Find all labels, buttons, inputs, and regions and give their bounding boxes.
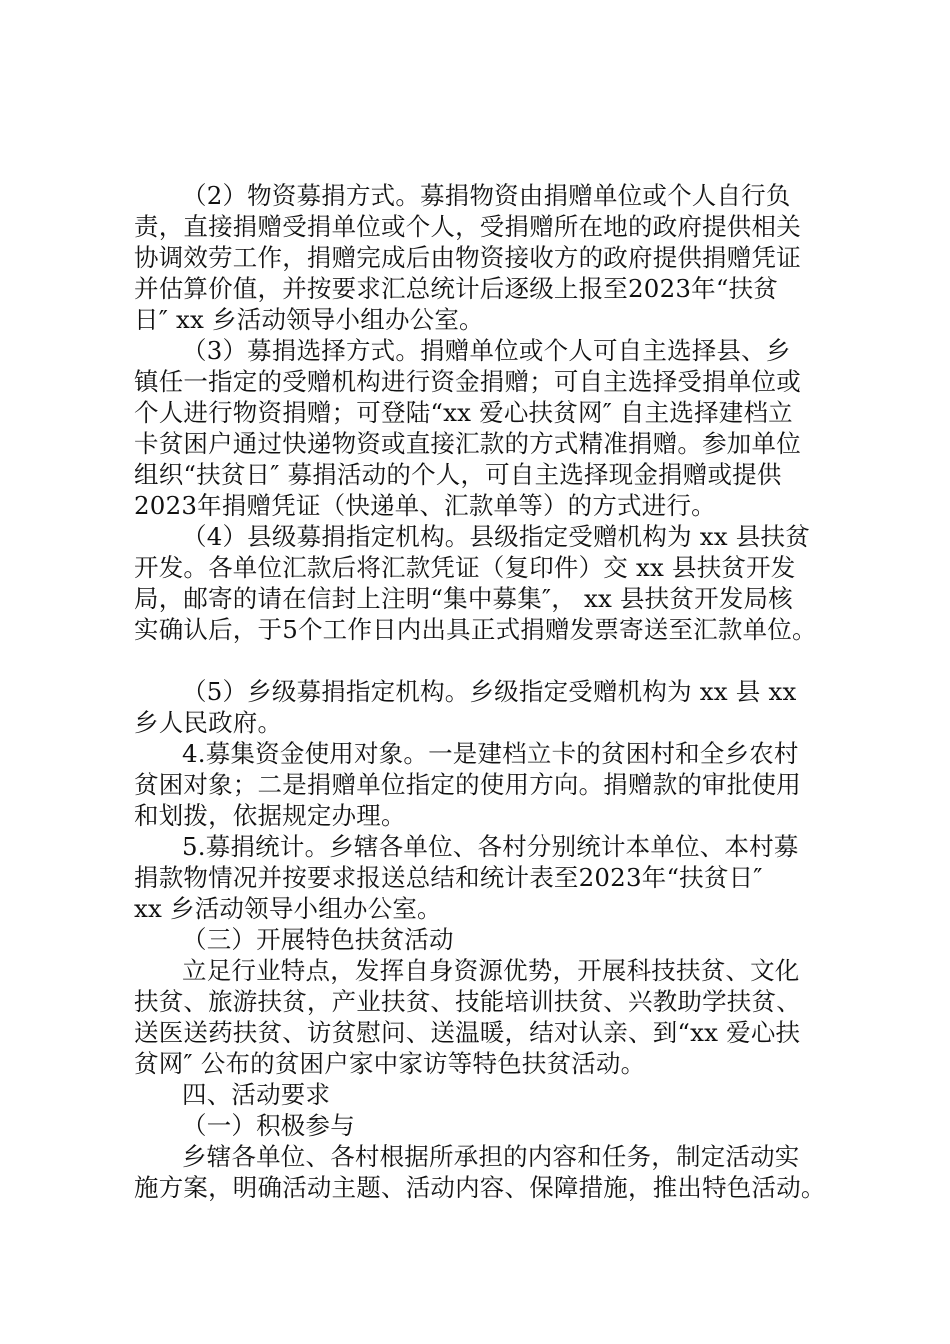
paragraph-line: 乡辖各单位、各村根据所承担的内容和任务，制定活动实: [182, 1142, 800, 1171]
paragraph-line: 送医送药扶贫、访贫慰问、送温暖，结对认亲、到“xx 爱心扶: [134, 1018, 801, 1047]
paragraph-line: 贫困对象；二是捐赠单位指定的使用方向。捐赠款的审批使用: [134, 770, 801, 799]
paragraph-line: xx 乡活动领导小组办公室。: [134, 894, 442, 923]
paragraph-line: 施方案，明确活动主题、活动内容、保障措施，推出特色活动。: [134, 1173, 826, 1202]
section-heading: （一）积极参与: [182, 1111, 355, 1140]
paragraph-line: 4.募集资金使用对象。一是建档立卡的贫困村和全乡农村: [182, 739, 799, 768]
paragraph-line: 并估算价值，并按要求汇总统计后逐级上报至2023年“扶贫: [134, 274, 778, 303]
paragraph-line: 卡贫困户通过快递物资或直接汇款的方式精准捐赠。参加单位: [134, 429, 801, 458]
paragraph-line: 实确认后，于5个工作日内出具正式捐赠发票寄送至汇款单位。: [134, 615, 817, 644]
paragraph-line: 2023年捐赠凭证（快递单、汇款单等）的方式进行。: [134, 491, 716, 520]
paragraph-line: 贫网″ 公布的贫困户家中家访等特色扶贫活动。: [134, 1049, 646, 1078]
paragraph-line: （4）县级募捐指定机构。县级指定受赠机构为 xx 县扶贫: [182, 522, 810, 551]
section-heading: （三）开展特色扶贫活动: [182, 925, 454, 954]
paragraph-line: 乡人民政府。: [134, 708, 283, 737]
paragraph-line: （3）募捐选择方式。捐赠单位或个人可自主选择县、乡: [182, 336, 791, 365]
paragraph-line: 组织“扶贫日″ 募捐活动的个人，可自主选择现金捐赠或提供: [134, 460, 782, 489]
paragraph-line: 立足行业特点，发挥自身资源优势，开展科技扶贫、文化: [182, 956, 800, 985]
paragraph-line: 和划拨，依据规定办理。: [134, 801, 406, 830]
paragraph-line: 协调效劳工作，捐赠完成后由物资接收方的政府提供捐赠凭证: [134, 243, 801, 272]
section-heading: 四、活动要求: [182, 1080, 331, 1109]
paragraph-line: 5.募捐统计。乡辖各单位、各村分别统计本单位、本村募: [182, 832, 799, 861]
paragraph-line: （5）乡级募捐指定机构。乡级指定受赠机构为 xx 县 xx: [182, 677, 797, 706]
paragraph-line: 责，直接捐赠受捐单位或个人，受捐赠所在地的政府提供相关: [134, 212, 801, 241]
paragraph-line: 开发。各单位汇款后将汇款凭证（复印件）交 xx 县扶贫开发: [134, 553, 796, 582]
paragraph-line: 捐款物情况并按要求报送总结和统计表至2023年“扶贫日″: [134, 863, 763, 892]
paragraph-line: 个人进行物资捐赠；可登陆“xx 爱心扶贫网″ 自主选择建档立: [134, 398, 793, 427]
paragraph-line: （2）物资募捐方式。募捐物资由捐赠单位或个人自行负: [182, 181, 791, 210]
paragraph-line: 镇任一指定的受赠机构进行资金捐赠；可自主选择受捐单位或: [134, 367, 801, 396]
paragraph-line: 扶贫、旅游扶贫，产业扶贫、技能培训扶贫、兴教助学扶贫、: [134, 987, 801, 1016]
paragraph-line: 局，邮寄的请在信封上注明“集中募集″， xx 县扶贫开发局核: [134, 584, 793, 613]
paragraph-line: 日″ xx 乡活动领导小组办公室。: [134, 305, 484, 334]
